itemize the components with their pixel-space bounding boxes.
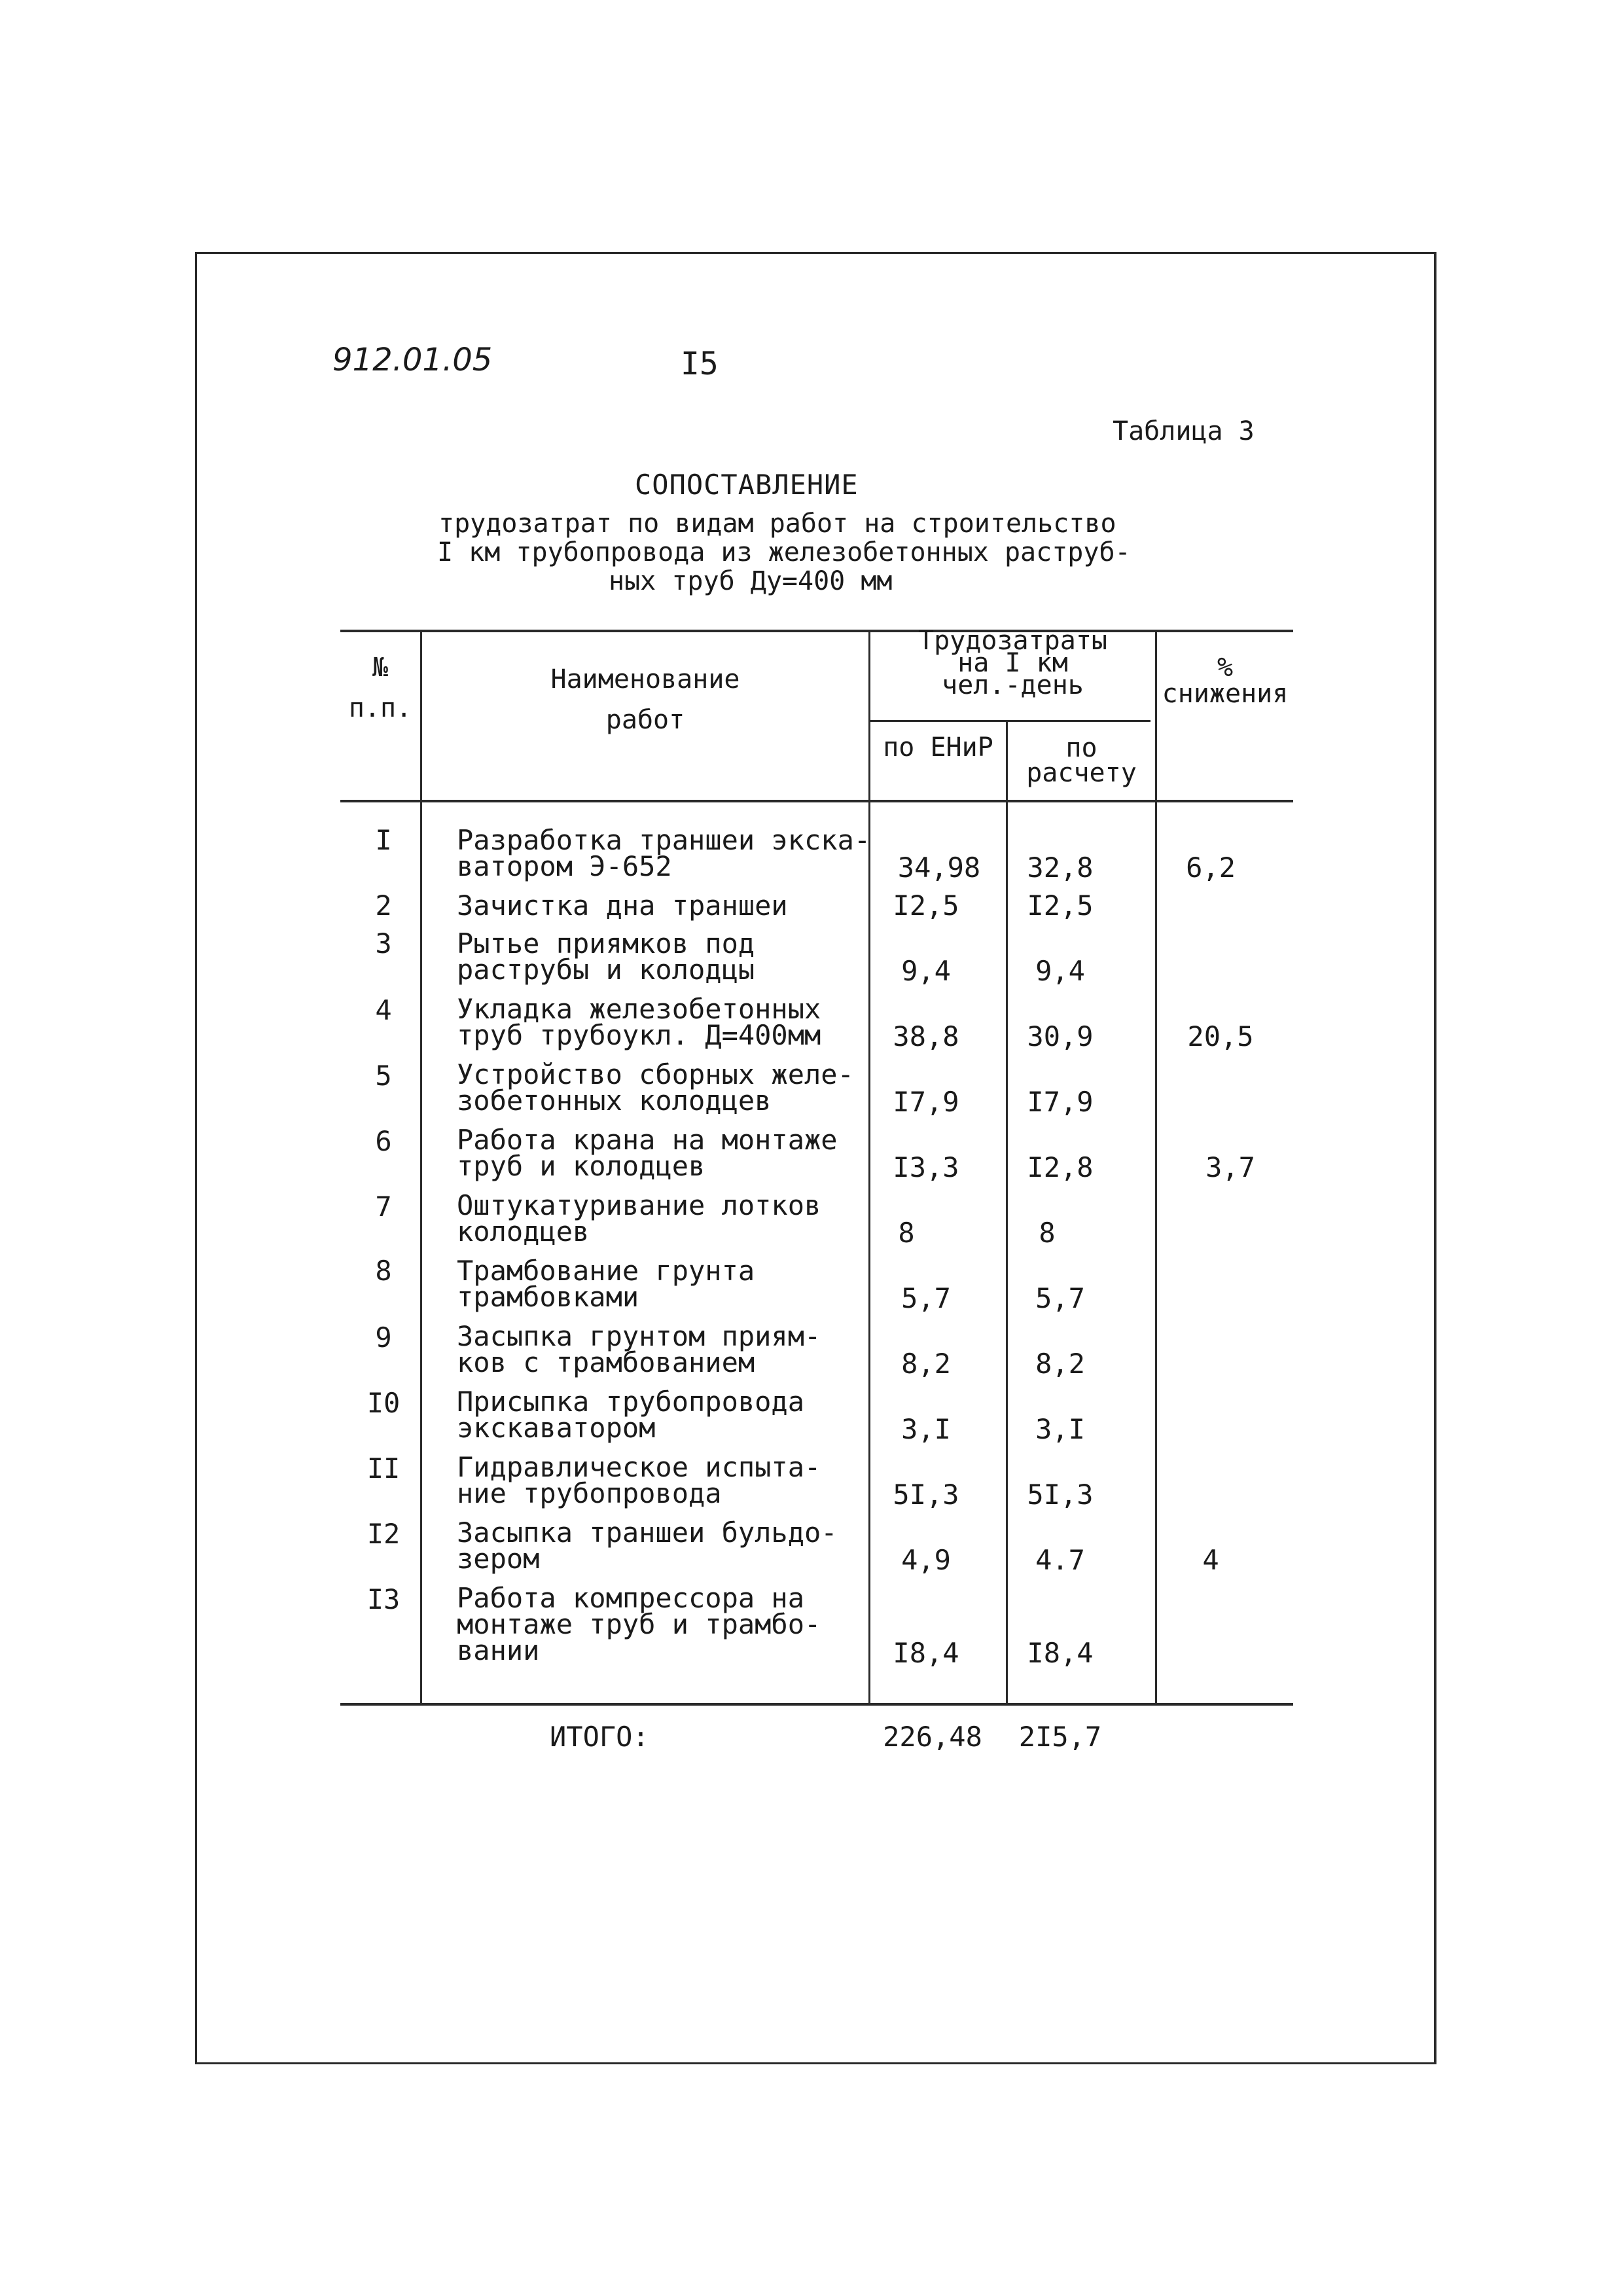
row-name-line: ние трубопровода [457, 1477, 722, 1509]
row-name-line: Зачистка дна траншеи [457, 889, 788, 922]
row-reduction-value: 4 [1202, 1544, 1219, 1576]
col-header-by-calc [1008, 733, 1155, 788]
row-number: I [375, 824, 392, 856]
row-name-line: раструбы и колодцы [457, 954, 755, 986]
row-calc-value: I8,4 [1027, 1637, 1094, 1669]
subheader-rule [870, 720, 1150, 722]
row-name-line: ватором Э-652 [457, 850, 672, 882]
row-enir-value: 9,4 [901, 955, 951, 987]
row-enir-value: 8,2 [901, 1348, 951, 1380]
subtitle-line-3: ных труб Ду=400 мм [609, 566, 893, 596]
row-name-line: зобетонных колодцев [457, 1085, 772, 1117]
row-name-line: Засыпка грунтом приям- [457, 1320, 821, 1352]
row-enir-value: I8,4 [893, 1637, 959, 1669]
col-header-name-line-2: работ [605, 705, 685, 735]
row-name-line: Рытье приямков под [457, 927, 755, 960]
col-header-by-calc-line-1: по [1065, 733, 1097, 763]
row-number: I3 [366, 1583, 401, 1615]
col-rule-3 [1006, 721, 1008, 1704]
row-calc-value: 9,4 [1035, 955, 1085, 987]
row-calc-value: I2,8 [1027, 1151, 1094, 1183]
row-enir-value: I7,9 [893, 1086, 959, 1118]
row-reduction-value: 20,5 [1187, 1020, 1254, 1052]
row-reduction-value: 6,2 [1186, 852, 1236, 884]
row-enir-value: 8 [898, 1217, 915, 1249]
row-calc-value: 32,8 [1027, 852, 1094, 884]
row-number: II [366, 1452, 401, 1484]
col-header-labor-line-3: чел.-день [942, 670, 1084, 700]
row-calc-value: 5,7 [1035, 1282, 1085, 1314]
col-header-number [340, 655, 420, 721]
row-enir-value: I3,3 [893, 1151, 959, 1183]
row-enir-value: 3,I [901, 1413, 951, 1445]
row-name-line: ков с трамбованием [457, 1346, 755, 1378]
subtitle-line-1: трудозатрат по видам работ на строительство [438, 509, 1116, 539]
col-header-name [422, 666, 868, 733]
row-name-line: Засыпка траншеи бульдо- [457, 1516, 838, 1549]
row-name-line: труб трубоукл. Д=400мм [457, 1019, 821, 1051]
row-enir-value: 38,8 [893, 1020, 959, 1052]
col-rule-1 [420, 631, 422, 1704]
row-name-line: Устройство сборных желе- [457, 1058, 854, 1090]
document-title: СОПОСТАВЛЕНИЕ [635, 469, 859, 501]
row-number: 7 [375, 1191, 392, 1223]
row-number: 9 [375, 1321, 392, 1354]
table-label: Таблица 3 [1113, 416, 1255, 446]
row-number: 2 [375, 889, 392, 922]
row-number: I2 [366, 1518, 401, 1550]
row-number: 6 [375, 1125, 392, 1157]
row-calc-value: I7,9 [1027, 1086, 1094, 1118]
row-calc-value: I2,5 [1027, 889, 1094, 922]
row-name-line: Оштукатуривание лотков [457, 1189, 821, 1221]
row-enir-value: 4,9 [901, 1544, 951, 1576]
row-calc-value: 8 [1039, 1217, 1056, 1249]
col-header-number-abbr: п.п. [348, 693, 412, 723]
row-name-line: Работа крана на монтаже [457, 1124, 838, 1156]
col-header-name-line-1: Наименование [550, 664, 740, 694]
row-name-line: Разработка траншеи экска- [457, 824, 871, 856]
row-name-line: Укладка железобетонных [457, 993, 821, 1025]
col-header-reduction [1157, 655, 1293, 707]
row-calc-value: 8,2 [1035, 1348, 1085, 1380]
row-enir-value: 34,98 [897, 852, 981, 884]
document-code: 912.01.05 [332, 342, 493, 378]
table-bottom-rule [340, 1703, 1293, 1706]
row-enir-value: I2,5 [893, 889, 959, 922]
row-calc-value: 30,9 [1027, 1020, 1094, 1052]
col-header-by-calc-line-2: расчету [1026, 758, 1137, 788]
col-header-reduction-label: снижения [1162, 679, 1289, 709]
row-name-line: монтаже труб и трамбо- [457, 1608, 821, 1640]
row-name-line: Работа компрессора на [457, 1582, 805, 1614]
total-enir-value: 226,48 [883, 1721, 982, 1753]
row-name-line: Трамбование грунта [457, 1255, 755, 1287]
col-rule-2 [868, 631, 870, 1704]
row-calc-value: 5I,3 [1027, 1479, 1094, 1511]
page-number: I5 [681, 346, 719, 382]
col-header-labor-line-2: на I км [957, 648, 1068, 678]
row-name-line: Присыпка трубопровода [457, 1386, 805, 1418]
row-name-line: зером [457, 1543, 540, 1575]
row-calc-value: 3,I [1035, 1413, 1085, 1445]
row-number: I0 [366, 1387, 401, 1419]
row-name-line: труб и колодцев [457, 1150, 705, 1182]
row-number: 4 [375, 994, 392, 1026]
row-number: 5 [375, 1060, 392, 1092]
col-header-labor [870, 626, 1155, 700]
row-name-line: экскаватором [457, 1412, 656, 1444]
row-calc-value: 4.7 [1035, 1544, 1085, 1576]
row-enir-value: 5,7 [901, 1282, 951, 1314]
total-calc-value: 2I5,7 [1018, 1721, 1102, 1753]
total-label: ИТОГО: [550, 1721, 649, 1753]
col-header-reduction-sign: % [1217, 653, 1234, 683]
header-bottom-rule [340, 800, 1293, 802]
row-reduction-value: 3,7 [1205, 1151, 1255, 1183]
col-header-by-norms: по ЕНиР [883, 732, 993, 762]
row-name-line: Гидравлическое испыта- [457, 1451, 821, 1483]
row-number: 8 [375, 1255, 392, 1287]
row-name-line: колодцев [457, 1215, 590, 1247]
col-header-number-sign: № [372, 653, 389, 683]
subtitle-line-2: I км трубопровода из железобетонных раструб- [437, 537, 1131, 567]
col-rule-4 [1155, 631, 1157, 1704]
row-name-line: вании [457, 1634, 540, 1666]
col-header-labor-line-1: Трудозатраты [918, 626, 1107, 656]
row-name-line: трамбовками [457, 1281, 639, 1313]
row-enir-value: 5I,3 [893, 1479, 959, 1511]
row-number: 3 [375, 927, 392, 960]
